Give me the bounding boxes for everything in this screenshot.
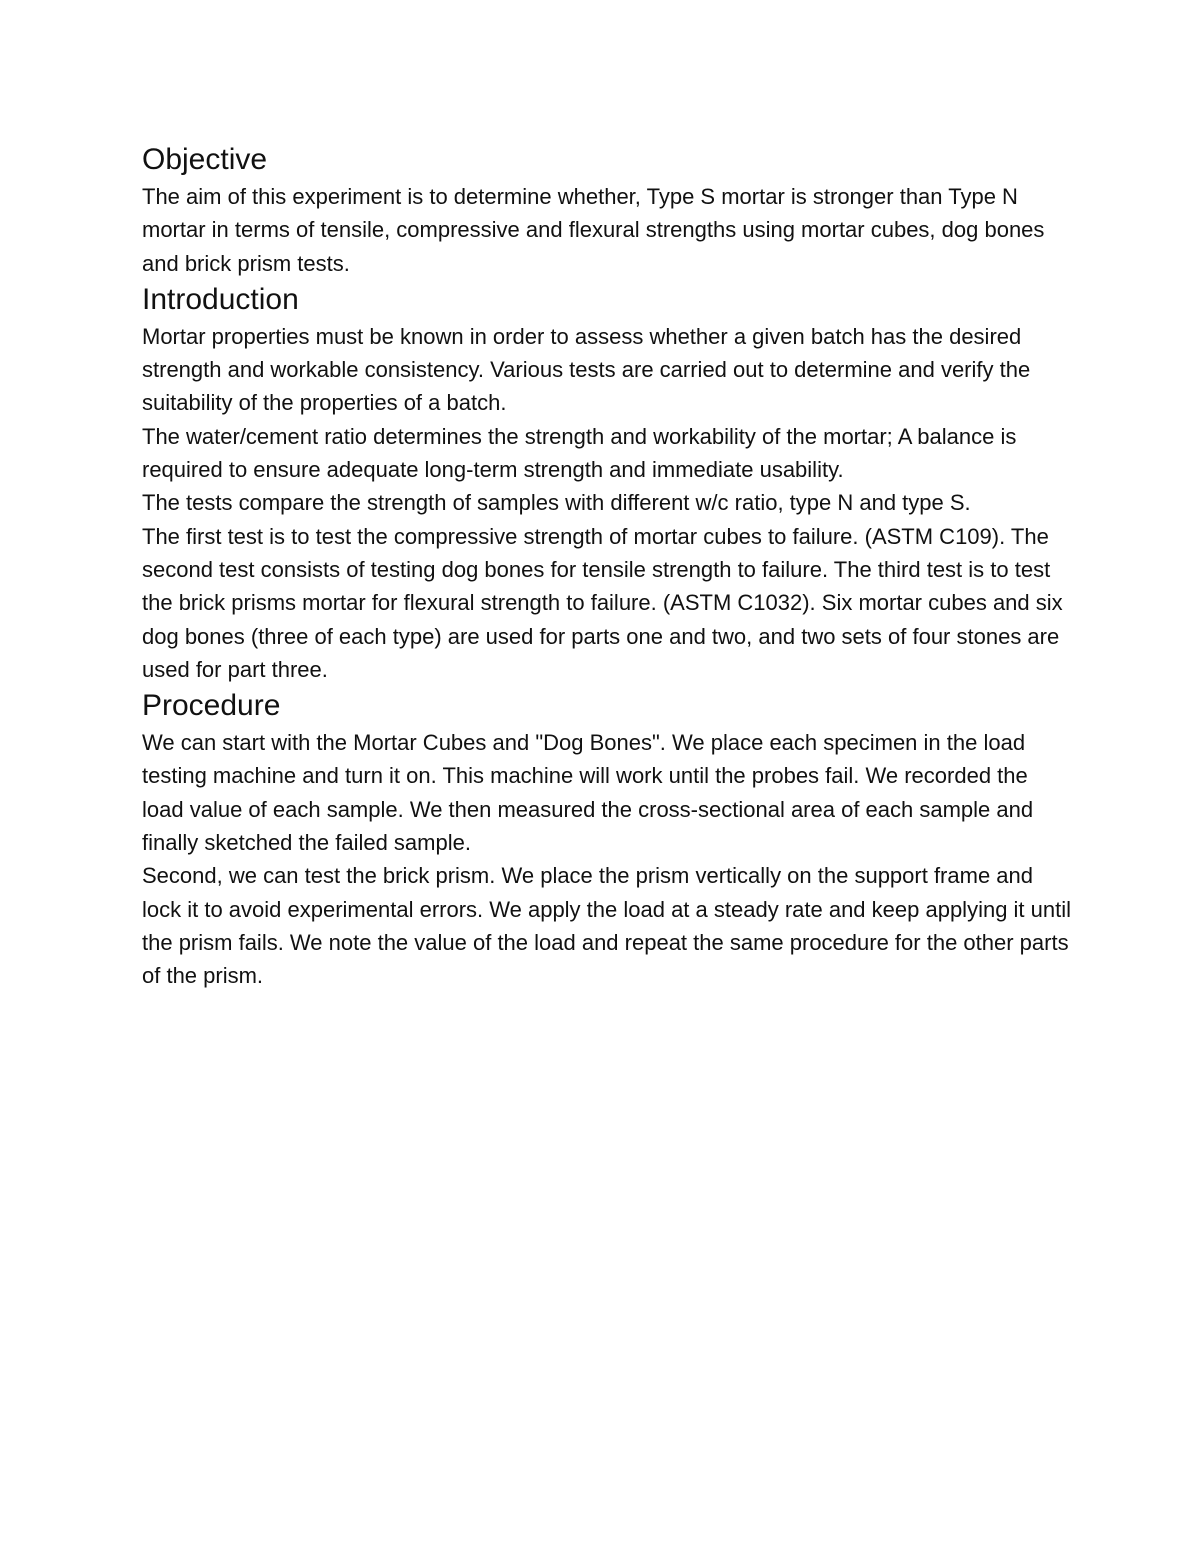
document-body (142, 140, 1072, 993)
introduction-paragraph: The first test is to test the compressive strength of mortar cubes to failure. (ASTM C109). The second test consists of testing dog bones for tensile strength to failure. The third test is to test the brick prisms mortar for flexural strength to failure. (ASTM C1032). Six mortar cubes and six dog bones (three of each type) are used for parts one and two, and two sets of four stones are used for part three. (142, 523, 1063, 682)
objective-paragraph: The aim of this experiment is to determine whether, Type S mortar is stronger than Type N mortar in terms of tensile, compressive and flexural strengths using mortar cubes, dog bones and brick prism tests. (142, 184, 1045, 276)
procedure-heading: Procedure (142, 689, 281, 723)
introduction-paragraph: The tests compare the strength of samples with different w/c ratio, type N and type S. (142, 490, 971, 516)
objective-heading: Objective (142, 143, 268, 176)
introduction-paragraph: Mortar properties must be known in order to assess whether a given batch has the desired strength and workable consistency. Various tests are carried out to determine and verify the suitability of the properties of a batch. (142, 323, 1031, 416)
introduction-heading: Introduction (142, 282, 299, 316)
introduction-paragraph: The water/cement ratio determines the strength and workability of the mortar; A balance is required to ensure adequate long-term strength and immediate usability. (142, 423, 1017, 483)
procedure-paragraph: We can start with the Mortar Cubes and "Dog Bones". We place each specimen in the load testing machine and turn it on. This machine will work until the probes fail. We recorded the load value of each sample. We then measured the cross-sectional area of each sample and finally sketched the failed sample. (142, 730, 1034, 856)
procedure-paragraph: Second, we can test the brick prism. We place the prism vertically on the support frame and lock it to avoid experimental errors. We apply the load at a steady rate and keep applying it until the prism fails. We note the value of the load and repeat the same procedure for the other parts of the prism. (142, 863, 1072, 989)
